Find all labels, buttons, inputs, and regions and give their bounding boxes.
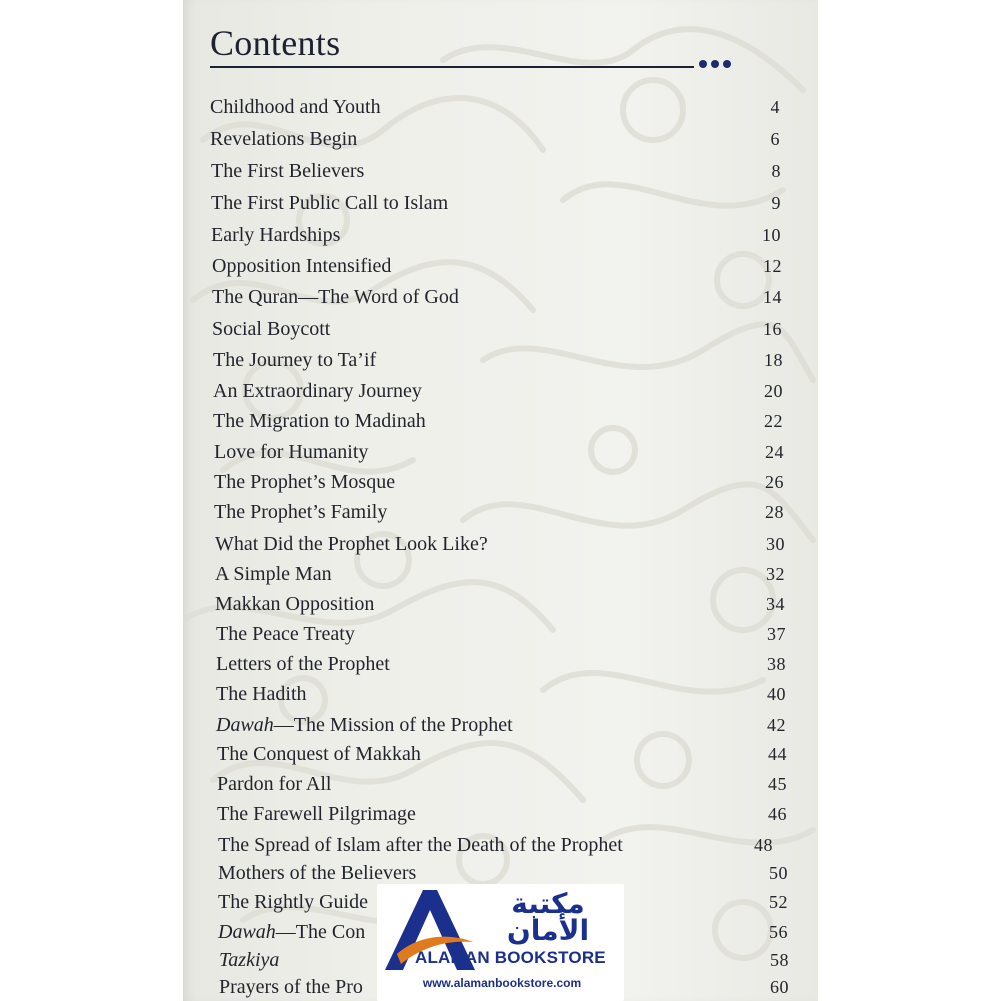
toc-entry-title: A Simple Man [215, 563, 332, 585]
toc-entry-title: The Journey to Ta’if [213, 349, 377, 371]
toc-row [215, 563, 785, 593]
toc-entry-title: The Farewell Pilgrimage [217, 803, 416, 825]
toc-entry-title: The Rightly Guide [218, 891, 368, 913]
toc-entry-page: 10 [762, 225, 781, 245]
toc-entry-page: 18 [764, 350, 783, 370]
logo-website-url: www.alamanbookstore.com [422, 976, 582, 990]
toc-entry-page: 48 [754, 835, 773, 855]
toc-entry-title: What Did the Prophet Look Like? [215, 533, 488, 555]
toc-entry-title [219, 949, 279, 972]
toc-row [216, 714, 786, 744]
table-of-contents [183, 0, 818, 1001]
toc-entry-page: 30 [766, 534, 785, 554]
book-page [183, 0, 818, 1001]
toc-entry-page: 8 [771, 161, 781, 181]
toc-row [212, 318, 782, 348]
toc-row [211, 224, 781, 254]
toc-entry-title: Opposition Intensified [212, 255, 392, 277]
toc-entry-page: 16 [763, 319, 782, 339]
toc-entry-page: 22 [764, 411, 783, 431]
toc-row [217, 803, 787, 833]
toc-entry-title: An Extraordinary Journey [213, 380, 422, 402]
toc-entry-title-rest: —The Con [275, 921, 366, 943]
toc-entry-page: 14 [763, 287, 782, 307]
toc-entry-title: The Spread of Islam after the Death of the Prophet [218, 834, 623, 856]
toc-entry-title: Prayers of the Pro [219, 976, 363, 998]
toc-entry-italic-lead: Dawah [216, 714, 274, 736]
toc-row [210, 128, 780, 158]
toc-entry-page: 45 [768, 774, 787, 794]
toc-row [217, 743, 787, 773]
toc-entry-page: 6 [770, 129, 780, 149]
toc-row [211, 160, 781, 190]
toc-entry-page: 38 [767, 654, 786, 674]
toc-entry-title: The Hadith [216, 683, 307, 705]
toc-entry-page: 9 [771, 193, 781, 213]
toc-entry-page: 40 [767, 684, 786, 704]
toc-entry-page: 26 [765, 472, 784, 492]
toc-row [214, 501, 784, 531]
toc-entry-title: Early Hardships [211, 224, 341, 246]
toc-entry-title: The Conquest of Makkah [217, 743, 421, 765]
store-logo [377, 884, 624, 1001]
toc-entry-page: 52 [769, 892, 788, 912]
toc-entry-page: 12 [763, 256, 782, 276]
toc-entry-title: Social Boycott [212, 318, 331, 340]
toc-row [216, 653, 786, 683]
toc-row [216, 623, 786, 653]
toc-entry-title [216, 714, 513, 737]
toc-row [215, 593, 785, 623]
toc-row [218, 834, 773, 864]
toc-row [214, 471, 784, 501]
toc-entry-title: The First Believers [211, 160, 365, 182]
toc-entry-page: 44 [768, 744, 787, 764]
toc-entry-page: 32 [766, 564, 785, 584]
toc-row [213, 380, 783, 410]
toc-entry-italic-lead: Tazkiya [219, 949, 280, 971]
toc-entry-page: 20 [764, 381, 783, 401]
toc-row [213, 349, 783, 379]
toc-row [212, 286, 782, 316]
toc-row [211, 192, 781, 222]
toc-entry-title: Letters of the Prophet [216, 653, 390, 675]
logo-arabic-line-2: الأمان [506, 914, 590, 947]
toc-entry-title-rest: —The Mission of the Prophet [273, 714, 513, 736]
toc-entry-title: Childhood and Youth [210, 96, 381, 118]
toc-row [216, 683, 786, 713]
toc-entry-title: Pardon for All [217, 773, 332, 795]
toc-row [212, 255, 782, 285]
toc-entry-title: The Peace Treaty [216, 623, 355, 645]
toc-entry-title: Love for Humanity [214, 441, 369, 463]
toc-entry-title: The Prophet’s Family [214, 501, 388, 523]
toc-row [215, 533, 785, 563]
toc-entry-page: 24 [765, 442, 784, 462]
toc-entry-title: Revelations Begin [210, 128, 358, 150]
toc-entry-page: 34 [766, 594, 785, 614]
toc-entry-title: Mothers of the Believers [218, 862, 417, 884]
toc-entry-page: 46 [768, 804, 787, 824]
toc-entry-page: 50 [769, 863, 788, 883]
toc-row [214, 441, 784, 471]
toc-row [217, 773, 787, 803]
toc-row [210, 96, 780, 126]
toc-entry-page: 28 [765, 502, 784, 522]
toc-entry-italic-lead: Dawah [218, 921, 276, 943]
toc-entry-title: The Quran—The Word of God [212, 286, 459, 308]
toc-entry-title: The Prophet’s Mosque [214, 471, 396, 493]
toc-entry-page: 4 [770, 97, 780, 117]
toc-entry-title: Makkan Opposition [215, 593, 375, 615]
toc-entry-page: 37 [767, 624, 786, 644]
logo-arabic-line-1: مكتبة [511, 887, 585, 920]
logo-arabic-name [477, 887, 619, 947]
toc-entry-title: The Migration to Madinah [213, 410, 426, 432]
logo-english-name: ALAMAN BOOKSTORE [415, 948, 606, 967]
toc-entry-page: 42 [767, 715, 786, 735]
toc-entry-title: The First Public Call to Islam [211, 192, 449, 214]
page-title: Contents [210, 23, 341, 63]
toc-entry-page: 58 [770, 950, 789, 970]
toc-entry-page: 56 [769, 922, 788, 942]
toc-entry-page: 60 [770, 977, 789, 997]
toc-row [213, 410, 783, 440]
